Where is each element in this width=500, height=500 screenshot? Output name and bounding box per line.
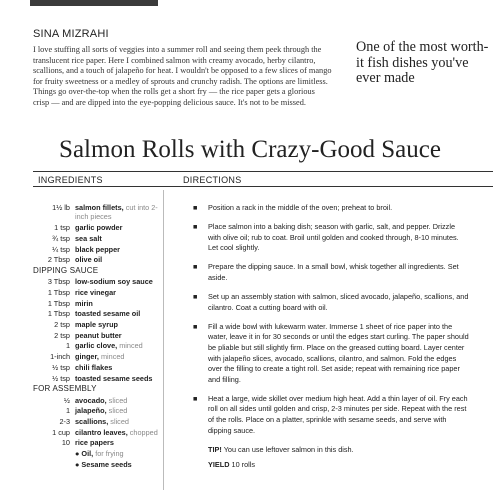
ingredient-quantity: 1 Tbsp xyxy=(47,287,70,297)
intro-paragraph: I love stuffing all sorts of veggies into a summer roll and seeing them peek through the translucent rice paper. Here I combined salmon with creamy avocado, herby cilantro, scallions, and a touch of jalapeño for heat. I wouldn't be opposed to a few slices of mango for fruity sweetness or a medley of sprouts and crunchy radish. The options are limitless. Things go over-the-top when the rolls get a short fry — the rice paper gets a glorious crisp — and are dipped into the eye-popping delicious sauce. It's not to be missed. xyxy=(33,45,332,107)
header-rule-top xyxy=(33,171,493,172)
ingredient-row xyxy=(33,203,163,222)
ingredient-note: minced xyxy=(98,352,125,362)
ingredient-name: rice papers xyxy=(75,438,114,448)
ingredient-note: cut into 2-inch pieces xyxy=(75,203,158,222)
direction-step xyxy=(193,222,469,254)
ingredient-row xyxy=(33,234,163,243)
ingredient-item xyxy=(75,341,163,350)
ingredient-name: salmon fillets, xyxy=(75,203,124,212)
direction-step xyxy=(193,292,469,313)
ingredient-note: chopped xyxy=(127,427,158,437)
ingredient-quantity: 1½ lb xyxy=(52,203,70,212)
step-text: Place salmon into a baking dish; season with garlic, salt, and pepper. Drizzle with olive oil; rub to coat. Broil until golden and cooked through, 8-10 minutes. Let cool slightly. xyxy=(208,222,459,253)
ingredient-quantity: 1 tsp xyxy=(54,223,70,233)
step-bullet-icon: ■ xyxy=(193,203,198,212)
recipe-title: Salmon Rolls with Crazy-Good Sauce xyxy=(59,136,441,163)
ingredient-quantity: 1 xyxy=(65,406,70,416)
ingredient-quantity: ½ xyxy=(63,395,70,405)
ingredients-heading: INGREDIENTS xyxy=(38,175,103,185)
ingredient-row xyxy=(33,299,163,308)
yield-text: 10 rolls xyxy=(229,460,256,470)
ingredient-item xyxy=(75,223,163,232)
ingredient-note: for frying xyxy=(93,449,124,459)
ingredient-bullet: ● xyxy=(75,459,80,469)
ingredient-item xyxy=(75,406,163,415)
yield-label: YIELD xyxy=(208,460,230,470)
ingredient-item xyxy=(75,203,163,222)
ingredient-item xyxy=(75,309,163,318)
ingredient-item xyxy=(75,299,163,308)
ingredient-name: garlic clove, xyxy=(75,341,118,351)
ingredient-row xyxy=(33,396,163,405)
ingredient-name: maple syrup xyxy=(75,320,118,330)
ingredient-item xyxy=(75,449,163,458)
ingredient-row xyxy=(33,363,163,372)
ingredient-name: rice vinegar xyxy=(75,287,116,297)
ingredient-name: avocado, xyxy=(75,395,107,405)
step-bullet-icon: ■ xyxy=(193,292,198,302)
ingredient-item xyxy=(75,396,163,405)
pull-quote: One of the most worth-it fish dishes you've ever made xyxy=(356,39,489,87)
direction-step xyxy=(193,322,469,386)
ingredient-name: toasted sesame seeds xyxy=(75,373,153,383)
ingredient-name: cilantro leaves, xyxy=(75,427,128,437)
step-bullet-icon: ■ xyxy=(193,262,198,272)
ingredient-quantity: 2-3 xyxy=(59,416,70,426)
ingredient-note: sliced xyxy=(108,416,129,426)
direction-step xyxy=(193,203,469,214)
header-rule-bottom xyxy=(33,186,493,187)
ingredient-quantity: 2 tsp xyxy=(54,320,70,330)
ingredient-name: ginger, xyxy=(75,352,99,362)
ingredient-item xyxy=(75,438,163,447)
ingredient-note: minced xyxy=(117,341,143,351)
assembly-heading: FOR ASSEMBLY xyxy=(33,384,97,394)
ingredient-quantity: 1 Tbsp xyxy=(47,309,70,319)
ingredient-row xyxy=(33,255,163,264)
ingredient-item xyxy=(75,363,163,372)
ingredient-name: garlic powder xyxy=(75,223,123,233)
ingredient-quantity: 1 xyxy=(65,341,70,351)
dipping-sauce-heading: DIPPING SAUCE xyxy=(33,265,99,275)
ingredient-quantity: 1 Tbsp xyxy=(47,298,70,308)
ingredient-item xyxy=(75,255,163,264)
ingredient-name: jalapeño, xyxy=(75,406,107,416)
ingredient-item xyxy=(75,320,163,329)
ingredient-name: scallions, xyxy=(75,416,109,426)
ingredient-name: chili flakes xyxy=(75,362,113,372)
step-text: Heat a large, wide skillet over medium high heat. Add a thin layer of oil. Fry each roll on all sides until golden and crisp, 2-3 minutes per side. Repeat with the rest of the rolls. Place on a platter, sprinkle with sesame seeds, and serve with dipping sauce. xyxy=(208,393,468,435)
ingredient-item xyxy=(75,277,163,286)
ingredient-note: sliced xyxy=(106,395,128,405)
ingredient-quantity: ¾ tsp xyxy=(52,233,70,243)
step-text: Position a rack in the middle of the oven; preheat to broil. xyxy=(208,203,393,212)
ingredient-name: Oil, xyxy=(81,449,94,459)
ingredient-row xyxy=(33,277,163,286)
ingredient-name: black pepper xyxy=(75,244,121,254)
step-text: Prepare the dipping sauce. In a small bowl, whisk together all ingredients. Set aside. xyxy=(208,262,459,282)
ingredient-name: peanut butter xyxy=(75,330,122,340)
direction-step xyxy=(193,394,469,436)
ingredient-row xyxy=(33,331,163,340)
ingredient-item xyxy=(75,428,163,437)
ingredient-name: olive oil xyxy=(75,255,103,265)
tip-note xyxy=(193,445,469,456)
ingredient-row xyxy=(33,341,163,350)
ingredient-name: sea salt xyxy=(75,233,102,243)
ingredient-row xyxy=(33,460,163,469)
ingredient-item xyxy=(75,331,163,340)
ingredient-name: low-sodium soy sauce xyxy=(75,277,153,287)
ingredient-row xyxy=(33,352,163,361)
ingredients-list xyxy=(33,203,163,470)
tip-label: TIP! xyxy=(208,444,222,454)
ingredient-row xyxy=(33,374,163,383)
ingredient-item xyxy=(75,234,163,243)
step-text: Set up an assembly station with salmon, sliced avocado, jalapeño, scallions, and cilantro. Coat a cutting board with oil. xyxy=(208,292,469,312)
ingredient-item xyxy=(75,245,163,254)
ingredient-bullet: ● xyxy=(75,449,80,459)
ingredient-quantity: ¼ tsp xyxy=(52,244,70,254)
ingredient-row xyxy=(33,438,163,447)
directions-heading: DIRECTIONS xyxy=(183,175,242,185)
step-bullet-icon: ■ xyxy=(193,222,198,232)
ingredient-row xyxy=(33,417,163,426)
ingredient-row xyxy=(33,449,163,458)
ingredient-quantity: ½ tsp xyxy=(52,362,70,372)
ingredient-quantity: 1 cup xyxy=(52,427,70,437)
yield-note xyxy=(193,460,469,471)
ingredient-name: mirin xyxy=(75,298,93,308)
ingredient-quantity: ½ tsp xyxy=(52,373,70,383)
ingredient-quantity: 2 Tbsp xyxy=(47,255,70,265)
ingredient-row xyxy=(33,223,163,232)
ingredient-item xyxy=(75,460,163,469)
step-bullet-icon: ■ xyxy=(193,321,198,331)
ingredient-row xyxy=(33,320,163,329)
ingredient-item xyxy=(75,417,163,426)
ingredient-row xyxy=(33,309,163,318)
ingredient-item xyxy=(75,352,163,361)
top-accent-bar xyxy=(30,0,158,6)
ingredient-quantity: 1-inch xyxy=(50,352,70,362)
ingredient-quantity: 2 tsp xyxy=(54,330,70,340)
author-name: SINA MIZRAHI xyxy=(33,28,109,40)
direction-step xyxy=(193,262,469,283)
ingredient-row xyxy=(33,245,163,254)
ingredient-row xyxy=(33,288,163,297)
ingredient-quantity: 3 Tbsp xyxy=(47,277,70,287)
ingredient-quantity: 10 xyxy=(61,438,70,448)
ingredient-row xyxy=(33,428,163,437)
ingredient-row xyxy=(33,406,163,415)
ingredient-item xyxy=(75,288,163,297)
step-bullet-icon: ■ xyxy=(193,393,198,403)
ingredient-note: sliced xyxy=(106,406,128,416)
ingredient-name: toasted sesame oil xyxy=(75,309,141,319)
directions-list xyxy=(193,203,469,471)
ingredient-name: Sesame seeds xyxy=(81,459,132,469)
column-divider xyxy=(163,190,164,490)
ingredient-item xyxy=(75,374,163,383)
tip-text: You can use leftover salmon in this dish. xyxy=(221,444,354,454)
step-text: Fill a wide bowl with lukewarm water. Immerse 1 sheet of rice paper into the water, leave it in for 30 seconds or until the edges start curling. The paper should be pliable but still slightly firm. Place on the greased cutting board. Layer center with jalapeño slices, avocado, scallions, cilantro, and salmon. Fold the edges over the filling to create a tight roll. Set aside; repeat with remaining rice paper and filling. xyxy=(208,321,469,384)
